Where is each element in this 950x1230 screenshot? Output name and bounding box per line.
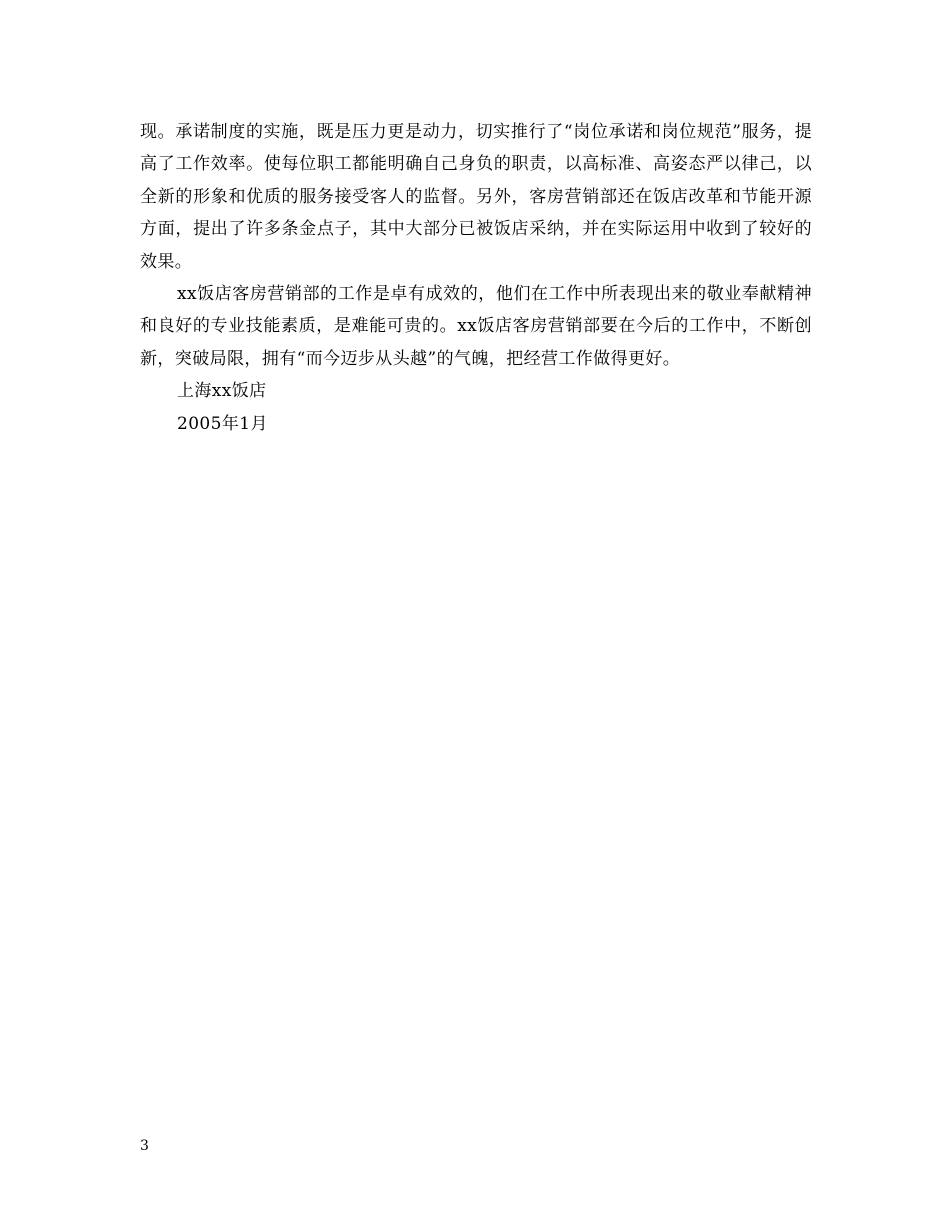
paragraph-continued: 现。承诺制度的实施，既是压力更是动力，切实推行了“岗位承诺和岗位规范”服务，提高了工作效率。使每位职工都能明确自己身负的职责，以高标准、高姿态严以律己，以全新的形象和优质的服务接受客人的监督。另外，客房营销部还在饭店改革和节能开源方面，提出了许多条金点子，其中大部分已被饭店采纳，并在实际运用中收到了较好的效果。 bbox=[140, 122, 812, 272]
paragraph-summary: xx饭店客房营销部的工作是卓有成效的，他们在工作中所表现出来的敬业奉献精神和良好的专业技能素质，是难能可贵的。xx饭店客房营销部要在今后的工作中，不断创新，突破局限，拥有“而今迈步从头越”的气魄，把经营工作做得更好。 bbox=[140, 284, 812, 369]
document-body bbox=[140, 116, 812, 440]
signature-organization: 上海xx饭店 bbox=[177, 381, 267, 402]
page-number: 3 bbox=[140, 1138, 149, 1154]
signature-date: 2005年1月 bbox=[177, 413, 268, 434]
